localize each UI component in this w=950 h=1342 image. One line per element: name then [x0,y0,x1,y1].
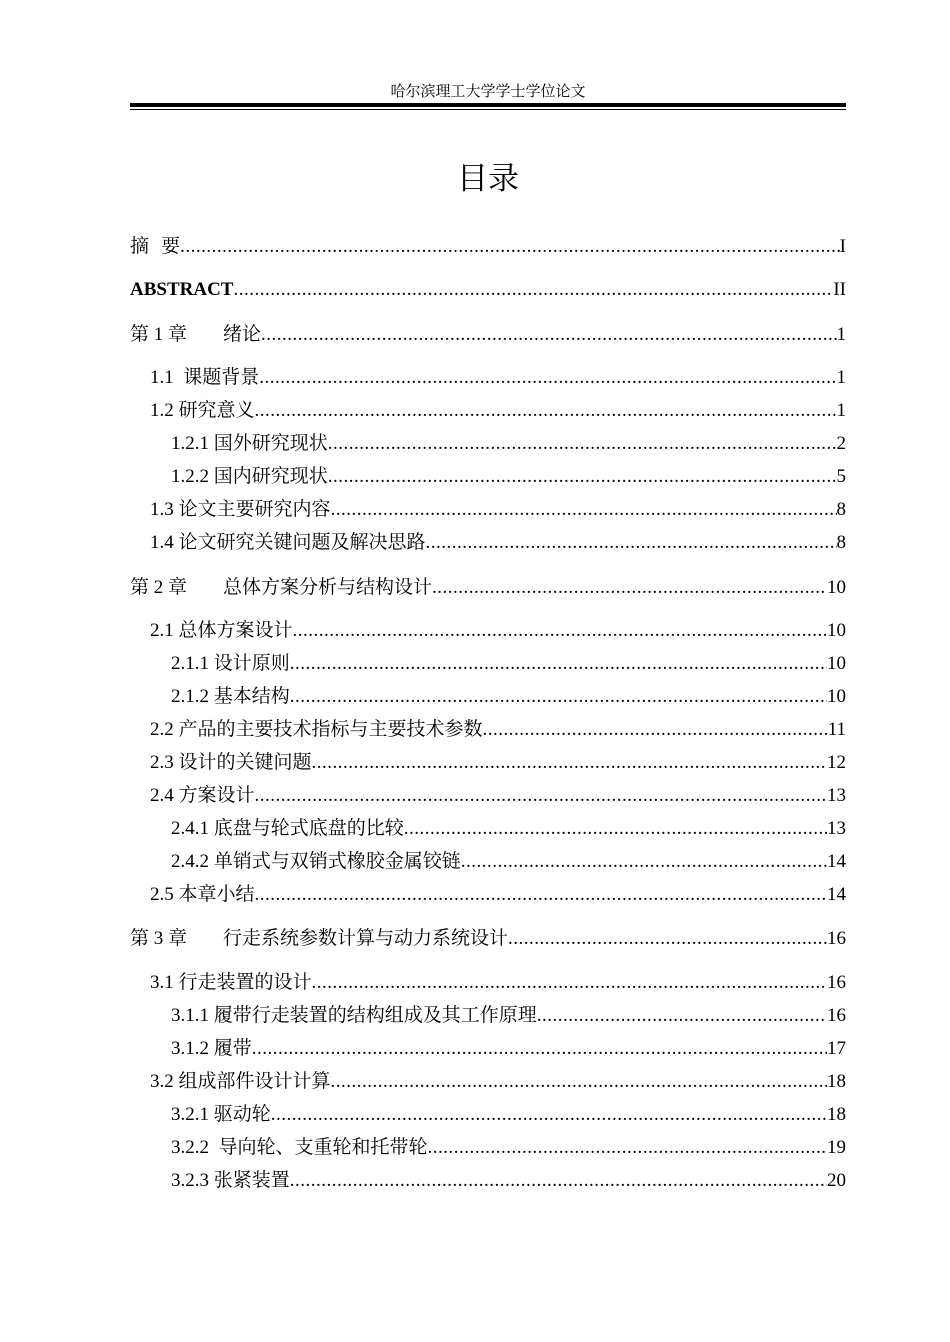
chapter-number: 第 2 章 [130,577,188,598]
toc-page-number: 14 [827,851,846,872]
toc-leader [432,575,827,601]
toc-entry-1-2-1[interactable] [171,431,846,457]
toc-page-number: 16 [827,1005,846,1026]
toc-page-number: 5 [836,466,846,487]
toc-page-number: II [833,279,846,300]
toc-entry-2-4-2[interactable] [171,849,846,875]
toc-page-number: 18 [827,1104,846,1125]
toc-entry-label: 2.4 方案设计 [150,785,255,806]
toc-leader [404,816,827,842]
toc-entry-abstract-en[interactable] [130,277,846,303]
chapter-number: 第 1 章 [130,324,188,345]
toc-leader [537,1003,827,1029]
chapter-title: 绪论 [223,323,262,345]
toc-entry-2-1-2[interactable] [171,684,846,710]
toc-entry-label: 2.3 设计的关键问题 [150,752,312,773]
toc-entry-1-1[interactable] [150,365,846,391]
toc-page-number: 1 [836,367,846,388]
toc-entry-2-1[interactable] [150,618,846,644]
toc-leader [483,717,828,743]
toc-entry-abstract-cn[interactable] [130,233,846,259]
toc-entry-label: 1.3 论文主要研究内容 [150,499,331,520]
toc-page-number: 19 [827,1137,846,1158]
toc-entry-label: 3.1 行走装置的设计 [150,972,312,993]
toc-entry-label: 1.2.2 国内研究现状 [171,466,328,487]
toc-entry-3-1-1[interactable] [171,1003,846,1029]
header-rule-thin [130,109,846,110]
toc-entry-label: 2.1 总体方案设计 [150,620,293,641]
running-header: 哈尔滨理工大学学士学位论文 [390,82,586,100]
toc-page-number: 2 [836,433,846,454]
toc-page-number: 14 [827,884,846,905]
toc-entry-chapter-2[interactable] [130,574,846,600]
toc-leader [252,1036,827,1062]
toc-entry-label: 3.2.2 导向轮、支重轮和托带轮 [171,1137,428,1158]
toc-leader [290,684,827,710]
toc-page-number: 8 [836,532,846,553]
toc-page-number: 13 [827,785,846,806]
toc-entry-3-2[interactable] [150,1069,846,1095]
toc-leader [271,1102,827,1128]
toc-leader [328,431,837,457]
toc-page-number: 16 [827,928,846,949]
toc-page-number: 1 [836,324,846,345]
toc-entry-2-1-1[interactable] [171,651,846,677]
toc-page-number: 10 [827,577,846,598]
toc-entry-3-2-1[interactable] [171,1102,846,1128]
toc-leader [312,970,827,996]
toc-page-number: 10 [827,686,846,707]
toc-leader [259,365,836,391]
toc-entry-label: 2.1.2 基本结构 [171,686,290,707]
toc-entry-1-3[interactable] [150,497,846,523]
toc-leader [255,398,837,424]
toc-page-number: 1 [836,400,846,421]
toc-page-number: 12 [827,752,846,773]
toc-entry-label: 3.1.1 履带行走装置的结构组成及其工作原理 [171,1005,537,1026]
toc-entry-label: 3.1.2 履带 [171,1038,252,1059]
toc-entry-label: ABSTRACT [130,279,234,300]
toc-title: 目录 [457,161,519,197]
toc-leader [180,234,840,260]
toc-entry-3-2-3[interactable] [171,1168,846,1194]
toc-entry-label: 3.2.1 驱动轮 [171,1104,271,1125]
toc-leader [290,651,827,677]
toc-leader [261,322,836,348]
toc-entry-label: 2.4.1 底盘与轮式底盘的比较 [171,818,404,839]
toc-leader [461,849,827,875]
toc-entry-1-4[interactable] [150,530,846,556]
toc-leader [290,1168,827,1194]
toc-leader [428,1135,827,1161]
toc-entry-label: 2.2 产品的主要技术指标与主要技术参数 [150,719,483,740]
toc-entry-label: 2.5 本章小结 [150,884,255,905]
toc-leader [328,464,837,490]
toc-leader [426,530,837,556]
toc-page-number: 10 [827,653,846,674]
toc-entry-1-2-2[interactable] [171,464,846,490]
toc-entry-2-2[interactable] [150,717,846,743]
toc-page-number: 18 [827,1071,846,1092]
toc-page-number: 10 [827,620,846,641]
toc-entry-label: 摘 要 [130,235,181,257]
toc-entry-1-2[interactable] [150,398,846,424]
toc-leader [255,882,827,908]
toc-page-number: 11 [827,719,846,740]
chapter-title: 行走系统参数计算与动力系统设计 [223,927,509,949]
toc-page-number: I [839,236,846,257]
toc-entry-chapter-3[interactable] [130,925,846,951]
toc-entry-label: 3.2.3 张紧装置 [171,1170,290,1191]
toc-entry-2-4[interactable] [150,783,846,809]
toc-page-number: 13 [827,818,846,839]
toc-entry-label: 2.1.1 设计原则 [171,653,290,674]
toc-entry-label: 2.4.2 单销式与双销式橡胶金属铰链 [171,851,461,872]
toc-entry-2-4-1[interactable] [171,816,846,842]
toc-page-number: 17 [827,1038,846,1059]
toc-entry-2-5[interactable] [150,882,846,908]
toc-entry-label: 1.1 课题背景 [150,367,260,388]
chapter-title: 总体方案分析与结构设计 [223,576,433,598]
toc-page-number: 8 [836,499,846,520]
toc-entry-label: 1.2 研究意义 [150,400,255,421]
toc-leader [255,783,827,809]
toc-entry-label: 3.2 组成部件设计计算 [150,1071,331,1092]
toc-leader [233,277,833,303]
toc-leader [312,750,827,776]
toc-entry-3-2-2[interactable] [171,1135,846,1161]
toc-leader [331,1069,827,1095]
toc-leader [508,926,827,952]
toc-page-number: 16 [827,972,846,993]
toc-entry-3-1[interactable] [150,970,846,996]
chapter-number: 第 3 章 [130,928,188,949]
toc-entry-label: 1.2.1 国外研究现状 [171,433,328,454]
toc-entry-3-1-2[interactable] [171,1036,846,1062]
toc-entry-chapter-1[interactable] [130,321,846,347]
toc-entry-2-3[interactable] [150,750,846,776]
toc-leader [293,618,827,644]
header-rule-thick [130,103,846,107]
toc-leader [331,497,837,523]
toc-entry-label: 1.4 论文研究关键问题及解决思路 [150,532,426,553]
toc-page-number: 20 [827,1170,846,1191]
